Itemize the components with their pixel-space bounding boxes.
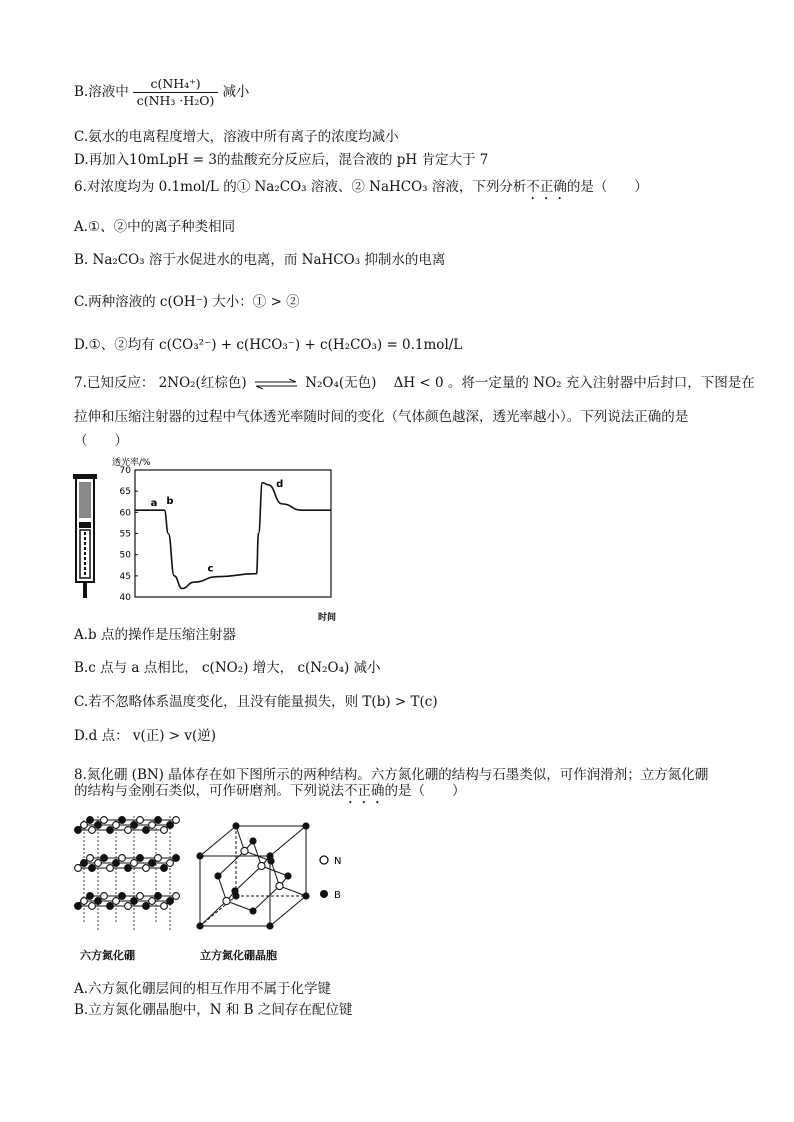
hexagonal-bn-caption: 六方氮化硼 xyxy=(80,949,135,962)
chart-frame xyxy=(135,470,331,597)
q5-fraction-denominator: c(NH₃ ·H₂O) xyxy=(136,93,215,108)
q7-option-a: A.b 点的操作是压缩注射器 xyxy=(74,627,236,643)
syringe-gas-fill xyxy=(79,482,91,518)
legend-n-icon xyxy=(320,856,328,864)
q7-option-b: B.c 点与 a 点相比， c(NO₂) 增大， c(N₂O₄) 减小 xyxy=(74,660,381,676)
y-tick-label: 45 xyxy=(119,571,131,582)
point-label-b: b xyxy=(166,495,174,507)
q8-option-b: B.立方氮化硼晶胞中，N 和 B 之间存在配位键 xyxy=(74,1002,353,1018)
y-tick-label: 70 xyxy=(119,466,131,476)
q6-option-b: B. Na₂CO₃ 溶于水促进水的电离，而 NaHCO₃ 抑制水的电离 xyxy=(74,252,446,268)
q7-option-c: C.若不忽略体系温度变化，且没有能量损失，则 T(b) > T(c) xyxy=(74,694,438,710)
syringe-tip xyxy=(83,582,87,598)
q7-stem-line2: 拉伸和压缩注射器的过程中气体透光率随时间的变化（气体颜色越深，透光率越小）。下列说法正确的是 xyxy=(74,409,689,425)
q5-fraction xyxy=(133,76,219,109)
y-tick-label: 40 xyxy=(119,593,131,603)
y-tick-label: 60 xyxy=(119,508,131,519)
q5-option-b xyxy=(74,76,249,109)
q5-option-c: C.氨水的电离程度增大，溶液中所有离子的浓度均减小 xyxy=(74,129,399,145)
cubic-bn-unit-cell xyxy=(190,818,315,933)
legend-b-label: B xyxy=(334,890,341,901)
q6-option-d: D.①、②均有 c(CO₃²⁻) + c(HCO₃⁻) + c(H₂CO₃) = 0.1mol/L xyxy=(74,337,463,353)
point-label-c: c xyxy=(207,563,214,575)
q7-stem-part-b: N₂O₄(无色) xyxy=(305,375,377,391)
q6-stem-part-a: 6.对浓度均为 0.1mol/L 的① Na₂CO₃ 溶液、② NaHCO₃ 溶液，下列分析 xyxy=(74,179,527,195)
q8-stem-part-a: 的结构与金刚石类似，可作研磨剂。下列说法 xyxy=(74,783,344,799)
legend-n-label: N xyxy=(334,856,342,867)
q6-option-c: C.两种溶液的 c(OH⁻) 大小：① > ② xyxy=(74,294,300,310)
legend-b-icon xyxy=(320,890,328,898)
point-label-a: a xyxy=(150,497,158,509)
chart-xlabel: 时间 xyxy=(318,613,337,623)
syringe-figure xyxy=(70,470,106,605)
q6-option-a: A.①、②中的离子种类相同 xyxy=(74,219,236,235)
q6-stem xyxy=(74,178,648,203)
q8-stem-line1: 8.氮化硼 (BN) 晶体存在如下图所示的两种结构。六方氮化硼的结构与石墨类似，可作润滑剂；立方氮化硼 xyxy=(74,767,709,783)
y-tick-label: 65 xyxy=(119,487,131,498)
syringe-plunger-head xyxy=(73,474,97,479)
q5-option-d: D.再加入10mLpH = 3的盐酸充分反应后，混合液的 pH 肯定大于 7 xyxy=(74,152,489,168)
q6-stem-part-b: 的是（ ） xyxy=(566,179,648,195)
q5-fraction-numerator: c(NH₄⁺) xyxy=(133,76,219,93)
transmittance-chart xyxy=(108,452,358,627)
q8-stem-part-b: 的是（ ） xyxy=(384,783,466,799)
y-tick-label: 50 xyxy=(119,550,131,561)
cubic-bn-caption: 立方氮化硼晶胞 xyxy=(200,949,277,962)
y-tick-label: 55 xyxy=(119,529,131,540)
q7-option-d: D.d 点： v(正) > v(逆) xyxy=(74,728,217,744)
q7-stem-line1 xyxy=(74,374,755,392)
q7-stem-part-a: 7.已知反应： 2NO₂(红棕色) xyxy=(74,375,247,391)
q5-option-b-suffix: 减小 xyxy=(222,84,250,100)
hexagonal-bn-structure xyxy=(70,812,185,940)
equilibrium-arrow-icon xyxy=(253,378,299,390)
point-label-d: d xyxy=(276,478,284,490)
transmittance-line xyxy=(135,483,331,589)
q6-stem-emphasis: 不正确 xyxy=(526,179,567,195)
q7-stem-part-c: ΔH < 0 。将一定量的 NO₂ 充入注射器中后封口，下图是在 xyxy=(393,375,755,391)
chart-ylabel: 透光率/% xyxy=(112,458,151,468)
q5-option-b-prefix: B.溶液中 xyxy=(74,84,129,100)
bn-legend xyxy=(318,852,358,904)
q8-stem-emphasis: 不正确 xyxy=(344,783,385,799)
syringe-piston xyxy=(79,522,91,528)
q7-stem-line3: （ ） xyxy=(74,433,128,449)
q8-stem-line2 xyxy=(74,782,466,807)
q8-option-a: A.六方氮化硼层间的相互作用不属于化学键 xyxy=(74,981,332,997)
